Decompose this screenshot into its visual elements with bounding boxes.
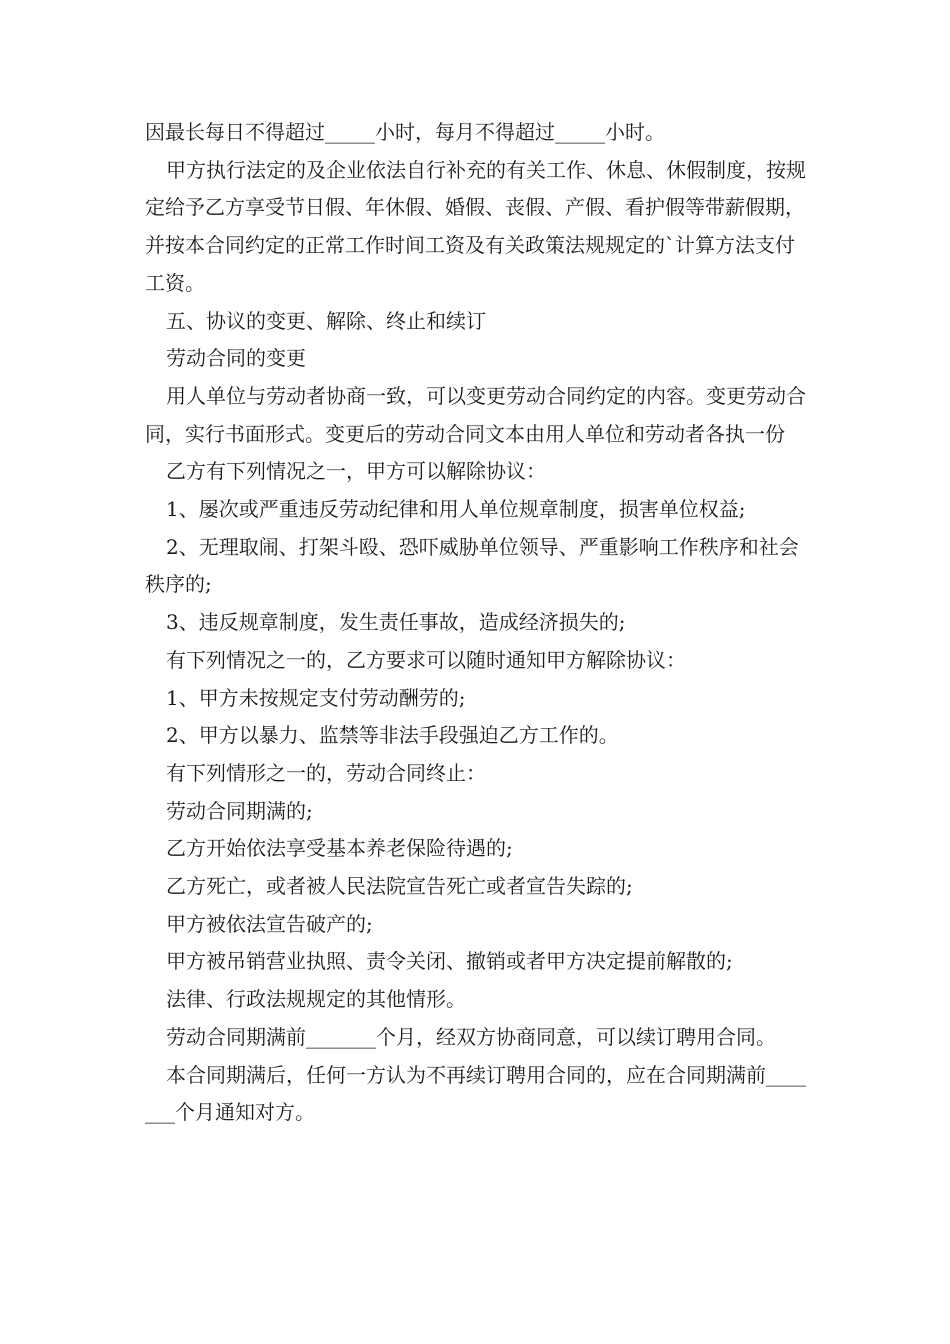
list-item-employer-termination-2: 2、无理取闹、打架斗殴、恐吓威胁单位领导、严重影响工作秩序和社会秩序的; xyxy=(145,534,799,597)
list-item-contract-end-1: 劳动合同期满的; xyxy=(166,798,313,823)
section-heading-change-termination: 五、协议的变更、解除、终止和续订 xyxy=(166,308,486,333)
document-body xyxy=(145,114,810,1132)
list-item-contract-end-6: 法律、行政法规规定的其他情形。 xyxy=(166,987,466,1012)
list-item-contract-end-5: 甲方被吊销营业执照、责令关闭、撤销或者甲方决定提前解散的; xyxy=(166,949,733,974)
paragraph-contract-end-intro: 有下列情形之一的，劳动合同终止： xyxy=(166,760,486,785)
list-item-employer-termination-3: 3、违反规章制度，发生责任事故，造成经济损失的; xyxy=(166,610,626,635)
list-item-employee-termination-2: 2、甲方以暴力、监禁等非法手段强迫乙方工作的。 xyxy=(166,723,619,748)
list-item-contract-end-3: 乙方死亡，或者被人民法院宣告死亡或者宣告失踪的; xyxy=(166,874,633,899)
list-item-contract-end-2: 乙方开始依法享受基本养老保险待遇的; xyxy=(166,836,513,861)
paragraph-employer-termination-intro: 乙方有下列情况之一，甲方可以解除协议： xyxy=(166,459,546,484)
list-item-employer-termination-1: 1、屡次或严重违反劳动纪律和用人单位规章制度，损害单位权益; xyxy=(166,497,746,522)
paragraph-contract-change: 用人单位与劳动者协商一致，可以变更劳动合同约定的内容。变更劳动合同，实行书面形式。变更后的劳动合同文本由用人单位和劳动者各执一份 xyxy=(145,383,806,446)
list-item-employee-termination-1: 1、甲方未按规定支付劳动酬劳的; xyxy=(166,685,466,710)
subheading-contract-change: 劳动合同的变更 xyxy=(166,346,306,371)
paragraph-leave-policy: 甲方执行法定的及企业依法自行补充的有关工作、休息、休假制度，按规定给予乙方享受节日假、年休假、婚假、丧假、产假、看护假等带薪假期，并按本合同约定的正常工作时间工资及有关政策法规规定的`计算方法支付工资。 xyxy=(145,157,806,295)
paragraph-employee-termination-intro: 有下列情况之一的，乙方要求可以随时通知甲方解除协议： xyxy=(166,647,686,672)
paragraph-renewal: 劳动合同期满前_______个月，经双方协商同意，可以续订聘用合同。 xyxy=(166,1024,776,1049)
list-item-contract-end-4: 甲方被依法宣告破产的; xyxy=(166,911,373,936)
paragraph-non-renewal-notice: 本合同期满后，任何一方认为不再续订聘用合同的，应在合同期满前_______个月通知对方。 xyxy=(145,1062,806,1125)
paragraph-work-hours-limit: 因最长每日不得超过_____小时，每月不得超过_____小时。 xyxy=(145,120,665,144)
